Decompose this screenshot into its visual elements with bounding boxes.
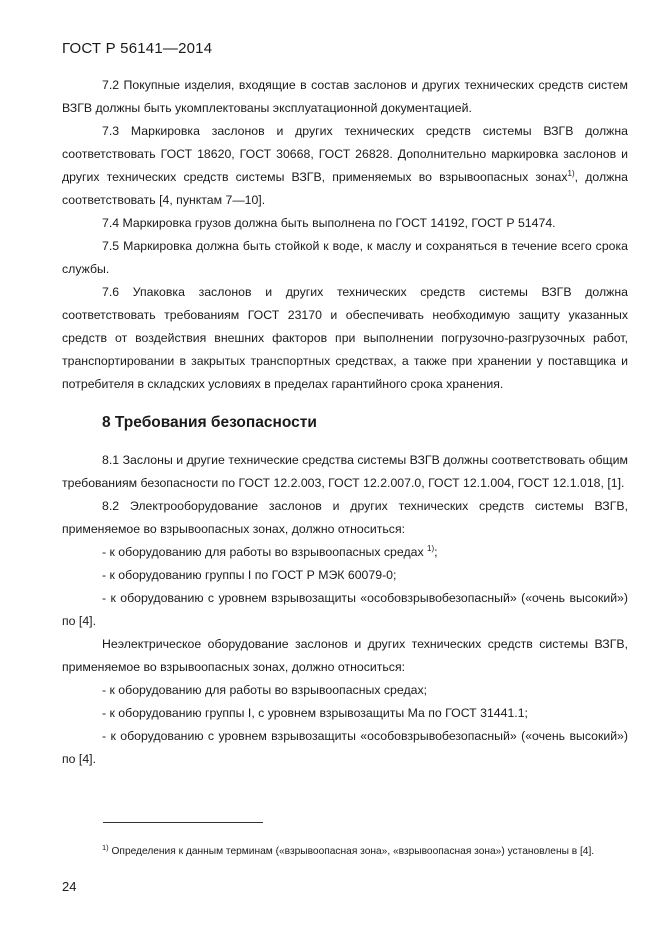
footnote-marker: 1) — [102, 843, 109, 852]
paragraph-7-6: 7.6 Упаковка заслонов и других технических средств системы ВЗГВ должна соответствовать требованиям ГОСТ 23170 и обеспечивать необходимую защиту указанных средств от воздействия внешних факторов при выполнении погрузочно-разгрузочных работ, транспортировании в закрытых транспортных средствах, а также при хранении у поставщика и потребителя в складских условиях в пределах гарантийного срока хранения. — [62, 285, 628, 391]
list-item: - к оборудованию с уровнем взрывозащиты «особовзрывобезопасный» («очень высокий») по [4]. — [62, 729, 628, 766]
paragraph-8-1: 8.1 Заслоны и другие технические средства системы ВЗГВ должны соответствовать общим требованиям безопасности по ГОСТ 12.2.003, ГОСТ 12.2.007.0, ГОСТ 12.1.004, ГОСТ 12.1.018, [1]. — [62, 453, 628, 490]
footnote-divider — [103, 822, 263, 823]
paragraph-non-electrical: Неэлектрическое оборудование заслонов и других технических средств системы ВЗГВ, применяемое во взрывоопасных зонах, должно относиться: — [62, 637, 628, 674]
paragraph-7-3 — [62, 120, 628, 212]
paragraph-7-2: 7.2 Покупные изделия, входящие в состав заслонов и других технических средств систем ВЗГВ должны быть укомплектованы эксплуатационной документацией. — [62, 78, 628, 115]
list-item: - к оборудованию для работы во взрывоопасных средах; — [102, 683, 428, 697]
list-item: - к оборудованию с уровнем взрывозащиты «особовзрывобезопасный» («очень высокий») по [4]. — [62, 591, 628, 628]
list-item: - к оборудованию группы I, с уровнем взрывозащиты Ма по ГОСТ 31441.1; — [102, 706, 528, 720]
list-item: - к оборудованию группы I по ГОСТ Р МЭК 60079-0; — [102, 568, 397, 582]
paragraph-8-2: 8.2 Электрооборудование заслонов и других технических средств системы ВЗГВ, применяемое во взрывоопасных зонах, должно относиться: — [62, 499, 628, 536]
section-heading: 8 Требования безопасности — [102, 414, 317, 431]
footnote-text: Определения к данным терминам («взрывоопасная зона», «взрывоопасная зона») установлены в [4]. — [108, 846, 595, 857]
page-number: 24 — [62, 879, 77, 894]
paragraph-7-5: 7.5 Маркировка должна быть стойкой к воде, к маслу и сохраняться в течение всего срока службы. — [62, 239, 628, 276]
paragraph-7-3-end: , должна соответствовать [4, пунктам 7—10]. — [62, 170, 628, 207]
footnote-reference: 1) — [427, 544, 435, 553]
list-item-end: ; — [434, 545, 438, 559]
list-item — [62, 541, 628, 564]
footnote — [62, 843, 628, 861]
document-header: ГОСТ Р 56141—2014 — [62, 40, 213, 57]
list-item-text: - к оборудованию для работы во взрывоопасных средах — [102, 545, 428, 559]
document-body — [62, 74, 628, 771]
footnote-reference: 1) — [567, 169, 575, 178]
paragraph-7-4: 7.4 Маркировка грузов должна быть выполнена по ГОСТ 14192, ГОСТ Р 51474. — [102, 216, 556, 230]
paragraph-7-3-text: 7.3 Маркировка заслонов и других технических средств системы ВЗГВ должна соответствовать ГОСТ 18620, ГОСТ 30668, ГОСТ 26828. Дополнительно маркировка заслонов и других технических средств системы ВЗГВ, применяемых во взрывоопасных зонах — [62, 124, 628, 184]
